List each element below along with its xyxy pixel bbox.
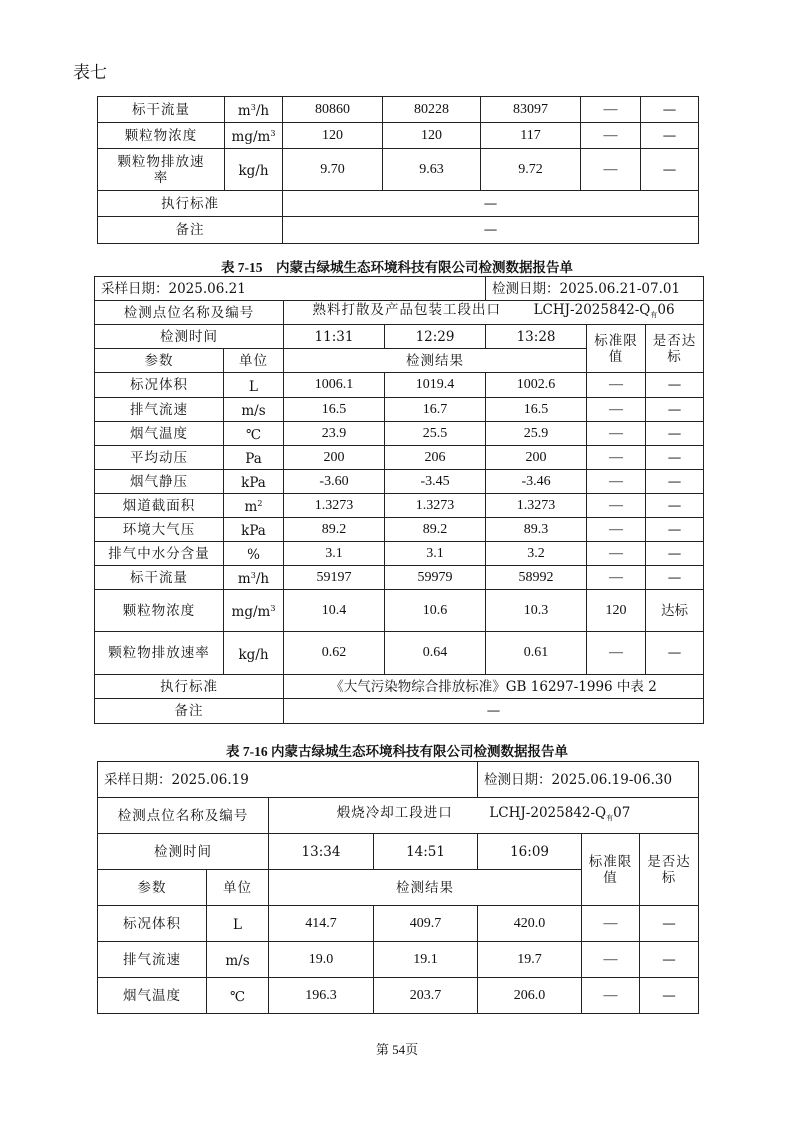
result-value: 206.0 <box>478 978 582 1014</box>
result-value: 19.0 <box>269 942 374 978</box>
param-name: 颗粒物排放速率 <box>95 632 224 675</box>
time-label: 检测时间 <box>95 325 284 349</box>
result-value: 9.72 <box>481 149 581 191</box>
pass-value: — <box>646 422 704 446</box>
limit-header: 标准限值 <box>587 325 646 373</box>
pass-value: — <box>646 632 704 675</box>
time-1: 11:31 <box>284 325 385 349</box>
pass-value: — <box>640 906 699 942</box>
unit: $mg/m^3$ <box>225 123 283 149</box>
limit-value: — <box>581 149 641 191</box>
table-row <box>95 422 704 446</box>
result-value: 89.3 <box>486 518 587 542</box>
note-value: — <box>284 699 704 724</box>
table-continuation <box>97 96 699 244</box>
param-name: 烟气温度 <box>98 978 207 1014</box>
time-3: 13:28 <box>486 325 587 349</box>
unit: % <box>224 542 284 566</box>
limit-value: — <box>587 373 646 398</box>
result-value: 200 <box>284 446 385 470</box>
result-value: 117 <box>481 123 581 149</box>
table-row <box>95 566 704 590</box>
point-label: 检测点位名称及编号 <box>98 798 269 834</box>
pass-value: — <box>640 942 699 978</box>
pass-value: — <box>646 494 704 518</box>
result-value: 409.7 <box>374 906 478 942</box>
param-name: 烟气静压 <box>95 470 224 494</box>
limit-value: — <box>587 470 646 494</box>
result-value: 1.3273 <box>385 494 486 518</box>
result-value: 196.3 <box>269 978 374 1014</box>
param-name: 烟气温度 <box>95 422 224 446</box>
time-label: 检测时间 <box>98 834 269 870</box>
unit: kg/h <box>225 149 283 191</box>
pass-value: — <box>646 470 704 494</box>
param-name: 标干流量 <box>98 97 225 123</box>
pass-value: — <box>640 978 699 1014</box>
table-row <box>98 978 699 1014</box>
result-value: 1019.4 <box>385 373 486 398</box>
table-7-15-caption: 表 7-15 内蒙古绿城生态环境科技有限公司检测数据报告单 <box>220 260 574 275</box>
table-row <box>95 373 704 398</box>
table-row <box>95 470 704 494</box>
pass-value: 达标 <box>646 590 704 632</box>
unit-header: 单位 <box>207 870 269 906</box>
table-row <box>95 632 704 675</box>
result-value: 0.64 <box>385 632 486 675</box>
limit-value: — <box>587 422 646 446</box>
sample-date: 采样日期：2025.06.21 <box>95 277 486 301</box>
result-value: 9.70 <box>283 149 383 191</box>
result-header: 检测结果 <box>284 349 587 373</box>
limit-header: 标准限值 <box>582 834 640 906</box>
note-row <box>98 217 699 244</box>
table-7-16 <box>97 761 699 1014</box>
time-2: 14:51 <box>374 834 478 870</box>
pass-header: 是否达标 <box>646 325 704 373</box>
unit: $m^2$ <box>224 494 284 518</box>
unit: L <box>207 906 269 942</box>
limit-value: — <box>587 494 646 518</box>
result-value: 1.3273 <box>486 494 587 518</box>
result-value: 89.2 <box>385 518 486 542</box>
unit: Pa <box>224 446 284 470</box>
unit: kPa <box>224 518 284 542</box>
unit: $m^3/h$ <box>225 97 283 123</box>
unit: kPa <box>224 470 284 494</box>
result-value: 3.1 <box>385 542 486 566</box>
point-name: 熟料打散及产品包装工段出口 <box>312 302 501 318</box>
result-value: 10.4 <box>284 590 385 632</box>
table-row <box>95 494 704 518</box>
table-row <box>95 542 704 566</box>
param-name: 排气流速 <box>98 942 207 978</box>
point-name: 煅烧冷却工段进口 <box>336 805 453 821</box>
result-value: 10.6 <box>385 590 486 632</box>
unit: kg/h <box>224 632 284 675</box>
limit-value: 120 <box>587 590 646 632</box>
result-value: 16.5 <box>486 398 587 422</box>
unit-header: 单位 <box>224 349 284 373</box>
pass-value: — <box>641 149 699 191</box>
limit-value: — <box>587 398 646 422</box>
result-value: 25.5 <box>385 422 486 446</box>
limit-value: — <box>587 566 646 590</box>
param-name: 标况体积 <box>98 906 207 942</box>
table-row <box>98 942 699 978</box>
limit-value: — <box>581 97 641 123</box>
time-2: 12:29 <box>385 325 486 349</box>
unit: L <box>224 373 284 398</box>
result-value: 25.9 <box>486 422 587 446</box>
standard-value: — <box>283 191 699 217</box>
limit-value: — <box>582 942 640 978</box>
param-name: 颗粒物排放速率 <box>98 149 225 191</box>
sample-date: 采样日期：2025.06.19 <box>98 762 478 798</box>
result-value: 83097 <box>481 97 581 123</box>
pass-value: — <box>646 398 704 422</box>
result-value: 0.62 <box>284 632 385 675</box>
table-row <box>98 123 699 149</box>
result-value: 1.3273 <box>284 494 385 518</box>
result-value: -3.45 <box>385 470 486 494</box>
note-label: 备注 <box>95 699 284 724</box>
note-label: 备注 <box>98 217 283 244</box>
limit-value: — <box>582 978 640 1014</box>
section-heading: 表七 <box>73 63 107 83</box>
result-value: 200 <box>486 446 587 470</box>
test-date: 检测日期：2025.06.19-06.30 <box>478 762 699 798</box>
result-value: 23.9 <box>284 422 385 446</box>
unit: ℃ <box>224 422 284 446</box>
page-number: 第 54页 <box>375 1042 419 1057</box>
result-value: -3.46 <box>486 470 587 494</box>
pass-value: — <box>646 542 704 566</box>
param-name: 排气流速 <box>95 398 224 422</box>
pass-value: — <box>646 373 704 398</box>
pass-value: — <box>641 97 699 123</box>
result-value: 0.61 <box>486 632 587 675</box>
unit: ℃ <box>207 978 269 1014</box>
table-row <box>98 906 699 942</box>
result-value: 59197 <box>284 566 385 590</box>
table-7-15 <box>94 276 704 724</box>
result-header: 检测结果 <box>269 870 582 906</box>
result-value: 414.7 <box>269 906 374 942</box>
time-3: 16:09 <box>478 834 582 870</box>
point-label: 检测点位名称及编号 <box>95 301 284 325</box>
result-value: 16.7 <box>385 398 486 422</box>
result-value: 120 <box>283 123 383 149</box>
limit-value: — <box>582 906 640 942</box>
param-name: 排气中水分含量 <box>95 542 224 566</box>
param-name: 环境大气压 <box>95 518 224 542</box>
standard-label: 执行标准 <box>95 675 284 699</box>
unit: $m^3/h$ <box>224 566 284 590</box>
limit-value: — <box>581 123 641 149</box>
param-header: 参数 <box>98 870 207 906</box>
table-row <box>95 398 704 422</box>
result-value: 89.2 <box>284 518 385 542</box>
limit-value: — <box>587 632 646 675</box>
result-value: 120 <box>383 123 481 149</box>
unit: m/s <box>224 398 284 422</box>
standard-row <box>98 191 699 217</box>
result-value: 1006.1 <box>284 373 385 398</box>
pass-value: — <box>646 566 704 590</box>
param-name: 颗粒物浓度 <box>95 590 224 632</box>
test-date: 检测日期：2025.06.21-07.01 <box>486 277 704 301</box>
table-row <box>98 149 699 191</box>
table-row <box>95 446 704 470</box>
param-header: 参数 <box>95 349 224 373</box>
table-7-16-caption: 表 7-16 内蒙古绿城生态环境科技有限公司检测数据报告单 <box>226 744 568 759</box>
result-value: 58992 <box>486 566 587 590</box>
result-value: 9.63 <box>383 149 481 191</box>
point-code: LCHJ-$2025842-Q_有07$ <box>489 805 631 822</box>
unit: $mg/m^3$ <box>224 590 284 632</box>
result-value: 80228 <box>383 97 481 123</box>
point-value <box>269 798 699 834</box>
param-name: 标干流量 <box>95 566 224 590</box>
point-code: LCHJ-$2025842-Q_有06$ <box>533 302 675 319</box>
table-row <box>95 518 704 542</box>
result-value: 3.2 <box>486 542 587 566</box>
time-1: 13:34 <box>269 834 374 870</box>
param-name: 烟道截面积 <box>95 494 224 518</box>
param-name: 平均动压 <box>95 446 224 470</box>
table-row <box>98 97 699 123</box>
pass-value: — <box>646 518 704 542</box>
standard-value: 《大气污染物综合排放标准》GB 16297-1996 中表 2 <box>284 675 704 699</box>
param-name: 颗粒物浓度 <box>98 123 225 149</box>
pass-header: 是否达标 <box>640 834 699 906</box>
pass-value: — <box>641 123 699 149</box>
result-value: -3.60 <box>284 470 385 494</box>
result-value: 10.3 <box>486 590 587 632</box>
result-value: 206 <box>385 446 486 470</box>
limit-value: — <box>587 446 646 470</box>
point-value <box>284 301 704 325</box>
pass-value: — <box>646 446 704 470</box>
unit: m/s <box>207 942 269 978</box>
result-value: 3.1 <box>284 542 385 566</box>
result-value: 203.7 <box>374 978 478 1014</box>
limit-value: — <box>587 518 646 542</box>
param-name: 标况体积 <box>95 373 224 398</box>
result-value: 16.5 <box>284 398 385 422</box>
limit-value: — <box>587 542 646 566</box>
standard-label: 执行标准 <box>98 191 283 217</box>
result-value: 19.7 <box>478 942 582 978</box>
result-value: 420.0 <box>478 906 582 942</box>
table-row <box>95 590 704 632</box>
result-value: 1002.6 <box>486 373 587 398</box>
result-value: 80860 <box>283 97 383 123</box>
result-value: 19.1 <box>374 942 478 978</box>
result-value: 59979 <box>385 566 486 590</box>
note-value: — <box>283 217 699 244</box>
